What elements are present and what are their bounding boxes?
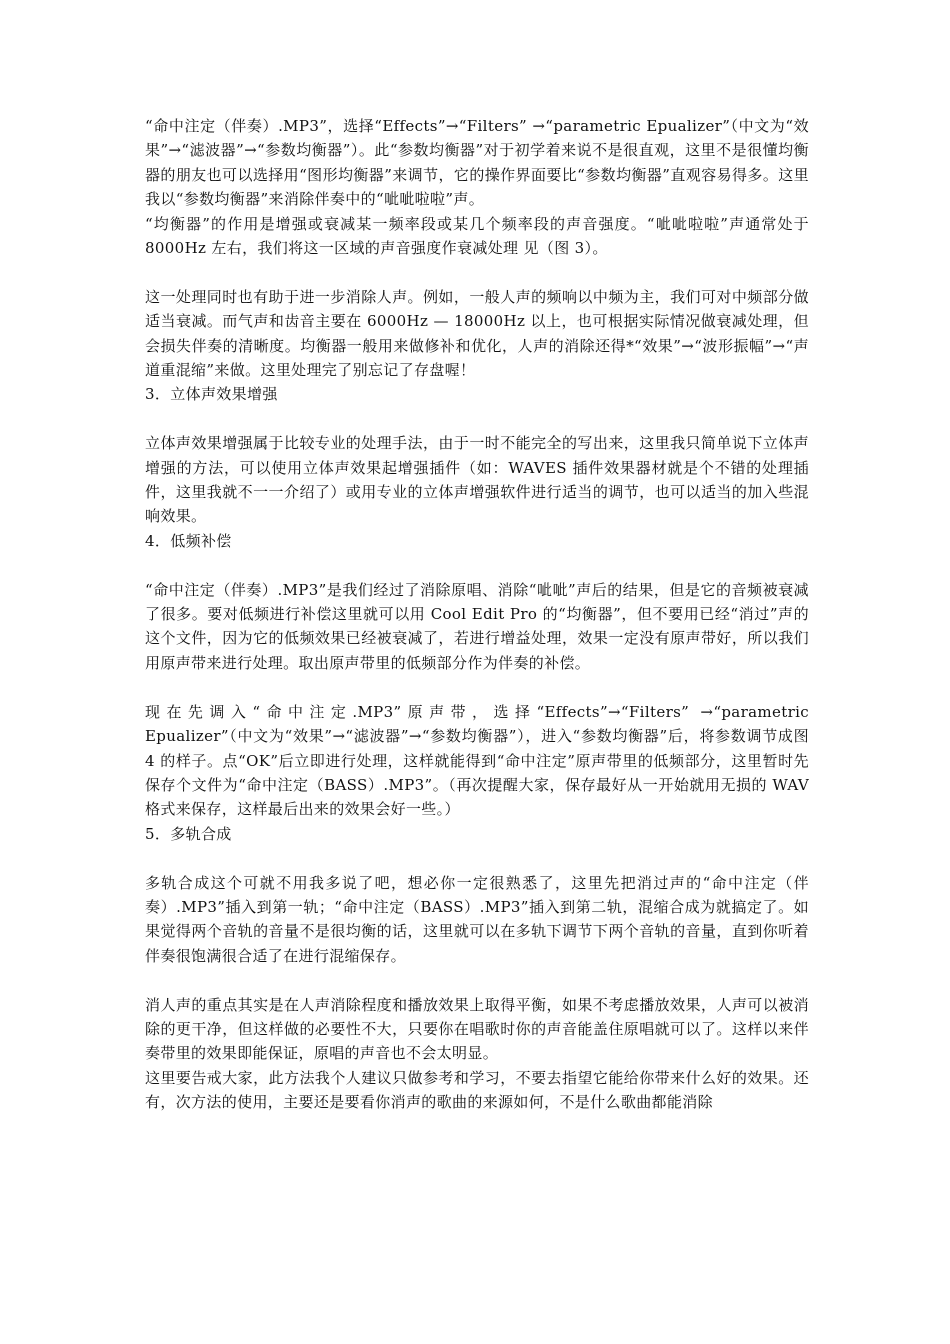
section-heading-bass: 4．低频补偿 — [145, 531, 232, 550]
paragraph-equalizer-role: “均衡器”的作用是增强或衰减某一频率段或某几个频率段的声音强度。“呲呲啦啦”声通常处于 8000Hz 左右，我们将这一区域的声音强度作衰减处理 见（图 3）。 — [145, 214, 809, 258]
paragraph-bass-steps: 现在先调入“命中注定.MP3”原声带，选择“Effects”→“Filters” →“parametric Epualizer”（中文为“效果”→“滤波器”→“参数均衡器”），进入“参数均衡器”后，将参数调节成图 4 的样子。点“OK”后立即进行处理，这样就能得到“命中注定”原声带里的低频部分，这里暂时先保存个文件为“命中注定（BASS）.MP3”。（再次提醒大家，保存最好从一开始就用无损的 WAV 格式来保存，这样最后出来的效果会好一些。） — [145, 702, 809, 819]
section-heading-stereo: 3．立体声效果增强 — [145, 385, 278, 404]
document-body — [145, 114, 809, 1115]
paragraph-balance: 消人声的重点其实是在人声消除程度和播放效果上取得平衡，如果不考虑播放效果，人声可以被消除的更干净，但这样做的必要性不大，只要你在唱歌时你的声音能盖住原唱就可以了。这样以来伴奏带里的效果即能保证，原唱的声音也不会太明显。 — [145, 995, 809, 1063]
paragraph-vocal-removal: 这一处理同时也有助于进一步消除人声。例如，一般人声的频响以中频为主，我们可对中频部分做适当衰减。而气声和齿音主要在 6000Hz — 18000Hz 以上，也可根据实际情况做衰减处理，但会损失伴奏的清晰度。均衡器一般用来做修补和优化，人声的消除还得*“效果”→“波形振幅”→“声道重混缩”来做。这里处理完了别忘记了存盘喔！ — [145, 287, 809, 380]
paragraph-multitrack: 多轨合成这个可就不用我多说了吧，想必你一定很熟悉了，这里先把消过声的“命中注定（伴奏）.MP3”插入到第一轨；“命中注定（BASS）.MP3”插入到第二轨，混缩合成为就搞定了。如果觉得两个音轨的音量不是很均衡的话，这里就可以在多轨下调节下两个音轨的音量，直到你听着伴奏很饱满很合适了在进行混缩保存。 — [145, 873, 809, 965]
paragraph-warning: 这里要告戒大家，此方法我个人建议只做参考和学习，不要去指望它能给你带来什么好的效果。还有，次方法的使用，主要还是要看你消声的歌曲的来源如何，不是什么歌曲都能消除 — [145, 1068, 809, 1112]
section-heading-multitrack: 5．多轨合成 — [145, 824, 232, 843]
paragraph-effects-filters: “命中注定（伴奏）.MP3”，选择“Effects”→“Filters” →“parametric Epualizer”（中文为“效果”→“滤波器”→“参数均衡器”）。此“参数均衡器”对于初学着来说不是很直观，这里不是很懂均衡器的朋友也可以选择用“图形均衡器”来调节，它的操作界面要比“参数均衡器”直观容易得多。这里我以“参数均衡器”来消除伴奏中的“呲呲啦啦”声。 — [145, 117, 809, 209]
paragraph-bass-compensation: “命中注定（伴奏）.MP3”是我们经过了消除原唱、消除“呲呲”声后的结果，但是它的音频被衰减了很多。要对低频进行补偿这里就可以用 Cool Edit Pro 的“均衡器”，但不要用已经“消过”声的这个文件，因为它的低频效果已经被衰减了，若进行增益处理，效果一定没有原声带好，所以我们用原声带来进行处理。取出原声带里的低频部分作为伴奏的补偿。 — [145, 580, 809, 672]
paragraph-stereo-enhance: 立体声效果增强属于比较专业的处理手法，由于一时不能完全的写出来，这里我只简单说下立体声增强的方法，可以使用立体声效果起增强插件（如：WAVES 插件效果器材就是个不错的处理插件，这里我就不一一介绍了）或用专业的立体声增强软件进行适当的调节，也可以适当的加入些混响效果。 — [145, 434, 809, 526]
